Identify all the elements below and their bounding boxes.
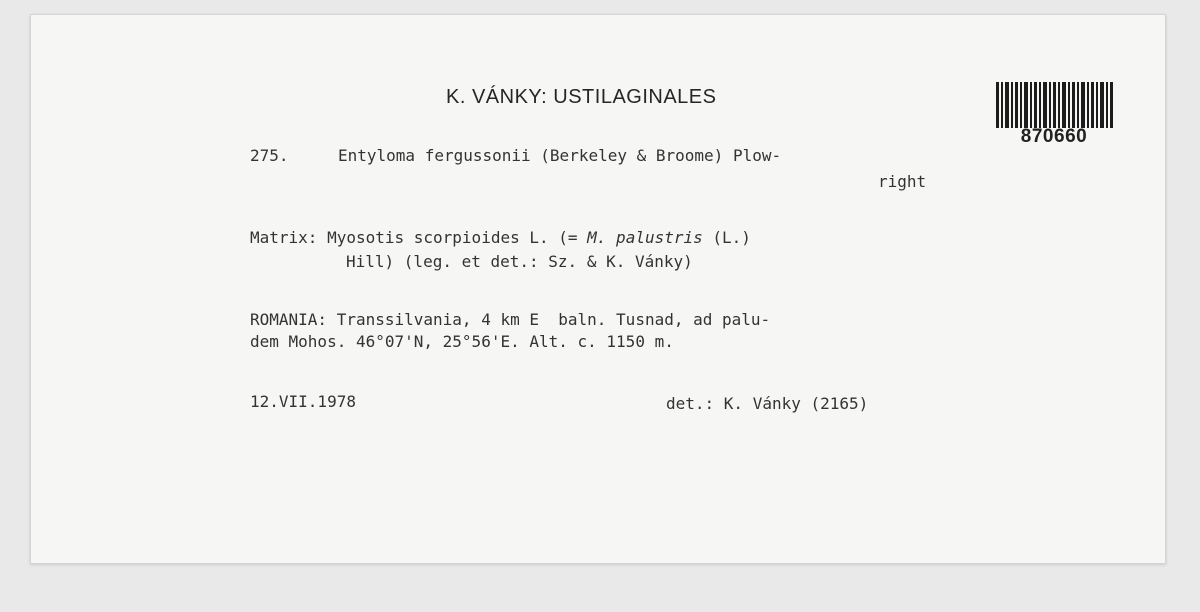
matrix-prefix: Matrix: Myosotis scorpioides L. (= (250, 228, 588, 247)
determiner: det.: K. Vánky (2165) (666, 394, 869, 413)
barcode-icon (994, 80, 1114, 130)
barcode-block (992, 78, 1116, 156)
locality-line1: ROMANIA: Transsilvania, 4 km E baln. Tusnad, ad palu- (250, 310, 771, 329)
collection-date: 12.VII.1978 (250, 392, 356, 411)
matrix-synonym: M. palustris (587, 228, 703, 247)
entry-number: 275. (250, 146, 289, 165)
locality-line2: dem Mohos. 46°07'N, 25°56'E. Alt. c. 1150 m. (250, 332, 674, 351)
matrix-suffix: (L.) (702, 228, 751, 247)
barcode-number: 870660 (1020, 126, 1088, 147)
taxon-name-line2: right (878, 172, 927, 191)
matrix-line2: Hill) (leg. et det.: Sz. & K. Vánky) (346, 252, 693, 271)
taxon-name-line1: Entyloma fergussonii (Berkeley & Broome) Plow- (338, 146, 782, 165)
label-header: K. VÁNKY: USTILAGINALES (446, 86, 717, 108)
matrix-line1 (250, 228, 751, 247)
